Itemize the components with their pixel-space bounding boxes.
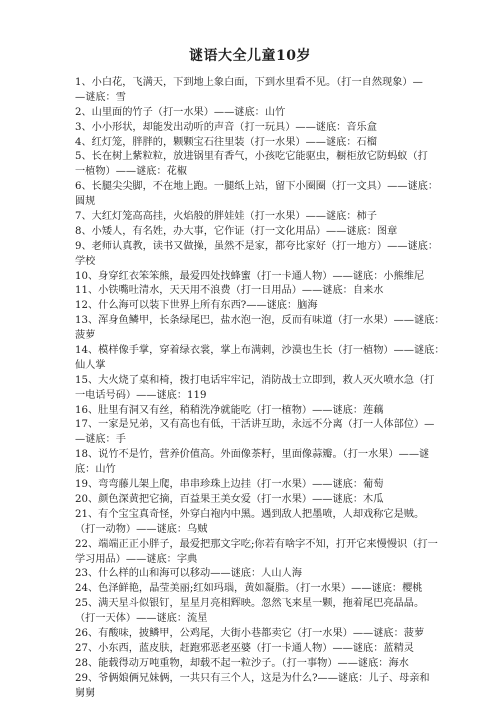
riddle-item <box>75 270 455 285</box>
riddle-item <box>75 225 455 240</box>
riddle-item <box>75 478 455 493</box>
riddle-text-line: 学习用品）——谜底：字典 <box>75 553 198 565</box>
riddle-item <box>75 508 455 538</box>
riddle-list <box>75 76 455 701</box>
riddle-item <box>75 627 455 642</box>
riddle-text-line: 17、一家是兄弟，又有高也有低，干活讲互助，永远不分离（打一人体部位）— <box>75 419 435 431</box>
riddle-text-line: 27、小东西，蓝皮肤，赶跑邪恶老巫婆（打一卡通人物）——谜底：蓝精灵 <box>75 642 414 654</box>
riddle-text-line: 4、红灯笼，胖胖的，颗颗宝石往里装（打一水果）——谜底：石榴 <box>75 136 377 148</box>
riddle-text-line: （打一动物）——谜底：乌贼 <box>75 523 208 535</box>
riddle-item <box>75 314 455 344</box>
riddle-item <box>75 404 455 419</box>
riddle-item <box>75 136 455 151</box>
riddle-item <box>75 299 455 314</box>
riddle-text-line: 15、大火烧了桌和椅，拨打电话牢牢记，消防战士立即到，救人灭火喷水急（打 <box>75 374 435 386</box>
riddle-text-line: 9、老师认真教，读书又做操，虽然不是家，都夸比家好（打一地方）——谜底： <box>75 240 439 252</box>
riddle-text-line: 圆规 <box>75 196 96 208</box>
riddle-item <box>75 642 455 657</box>
riddle-text-line: 2、山里面的竹子（打一水果）——谜底：山竹 <box>75 106 286 118</box>
riddle-item <box>75 657 455 672</box>
riddle-text-line: 菠萝 <box>75 330 96 342</box>
riddle-item <box>75 106 455 121</box>
riddle-text-line: 一植物）——谜底：花椒 <box>75 166 188 178</box>
riddle-item <box>75 672 455 702</box>
riddle-text-line: —谜底：手 <box>75 434 126 446</box>
riddle-text-line: 29、爷俩娘俩兄妹俩，一共只有三个人，这是为什么?——谜底：儿子、母亲和 <box>75 672 430 684</box>
riddle-text-line: 20、颜色深黄把它摘，百益果王美女爱（打一水果）——谜底：木瓜 <box>75 493 384 505</box>
riddle-item <box>75 597 455 627</box>
riddle-text-line: 11、小铁嘴吐清水，天天用不浪费（打一日用品）——谜底：自来水 <box>75 285 384 297</box>
riddle-item <box>75 582 455 597</box>
riddle-text-line: 学校 <box>75 255 96 267</box>
riddle-text-line: 10、身穿红衣笨笨熊，最爱四处找蜂蜜（打一卡通人物）——谜底：小熊维尼 <box>75 270 425 282</box>
riddle-text-line: 7、大红灯笼高高挂，火焰般的胖娃娃（打一水果）——谜底：柿子 <box>75 211 377 223</box>
riddle-text-line: —谜底：雪 <box>75 91 126 103</box>
page-title: 谜语大全儿童10岁 <box>189 48 311 64</box>
riddle-item <box>75 448 455 478</box>
riddle-text-line: 一电话号码）——谜底：119 <box>75 389 207 401</box>
riddle-item <box>75 538 455 568</box>
riddle-item <box>75 150 455 180</box>
riddle-text-line: 14、模样像手掌，穿着绿衣裳，掌上布满刺，沙漠也生长（打一植物）——谜底： <box>75 345 445 357</box>
riddle-text-line: 6、长腿尖尖脚，不在地上跑。一腿纸上站，留下小圈圈（打一文具）——谜底： <box>75 181 439 193</box>
riddle-text-line: 19、弯弯藤儿架上爬，串串珍珠上边挂（打一水果）——谜底：葡萄 <box>75 479 384 491</box>
riddle-item <box>75 121 455 136</box>
riddle-item <box>75 418 455 448</box>
riddle-text-line: 28、能载得动万吨重物，却载不起一粒沙子。（打一事物）——谜底：海水 <box>75 657 409 669</box>
riddle-item <box>75 374 455 404</box>
riddle-text-line: 3、小小形状，却能发出动听的声音（打一玩具）——谜底：音乐盒 <box>75 121 377 133</box>
riddle-item <box>75 240 455 270</box>
riddle-text-line: 12、什么海可以装下世界上所有东西?——谜底：脑海 <box>75 300 318 312</box>
riddle-item <box>75 493 455 508</box>
riddle-text-line: 8、小矮人，有名姓，办大事，它作证（打一文化用品）——谜底：图章 <box>75 225 398 237</box>
riddle-text-line: 24、色泽鲜艳，晶莹美丽;红如玛瑙，黄如凝脂。（打一水果）——谜底：樱桃 <box>75 583 423 595</box>
riddle-text-line: 18、说竹不是竹，营养价值高。外面像茶籽，里面像蒜瓣。（打一水果）——谜 <box>75 449 430 461</box>
riddle-item <box>75 76 455 106</box>
riddle-text-line: 21、有个宝宝真奇怪，外穿白袍内中黑。遇到敌人把墨喷，人却戏称它是贼。 <box>75 508 425 520</box>
riddle-item <box>75 180 455 210</box>
riddle-item <box>75 210 455 225</box>
riddle-item <box>75 344 455 374</box>
riddle-text-line: 5、长在树上紫粒粒，放进锅里有香气，小孩吃它能驱虫，橱柜放它防蚂蚁（打 <box>75 151 428 163</box>
riddle-text-line: 13、浑身鱼鳞甲，长条绿尾巴，盐水泡一泡，反而有味道（打一水果）——谜底： <box>75 315 445 327</box>
riddle-text-line: 舅舅 <box>75 687 96 699</box>
riddle-item <box>75 567 455 582</box>
riddle-text-line: 23、什么样的山和海可以移动——谜底：人山人海 <box>75 568 302 580</box>
riddle-text-line: 22、端端正正小胖子，最爱把那文字吃;你若有啥字不知，打开它来慢慢识（打一 <box>75 538 438 550</box>
riddle-text-line: 底：山竹 <box>75 464 116 476</box>
riddle-text-line: 16、肚里有洞又有丝，稍稍洗净就能吃（打一植物）——谜底：莲藕 <box>75 404 384 416</box>
riddle-text-line: 25、满天星斗似银钉，星星月亮相辉映。忽然飞来星一颗，拖着尾巴亮晶晶。 <box>75 598 425 610</box>
riddle-text-line: 仙人掌 <box>75 359 106 371</box>
riddle-text-line: 1、小白花，飞满天，下到地上象白面，下到水里看不见。（打一自然现象）— <box>75 77 423 88</box>
riddle-text-line: 26、有酸味，披鳞甲，公鸡尾，大街小巷都卖它（打一水果）——谜底：菠萝 <box>75 627 425 639</box>
riddle-text-line: （打一天体）——谜底：流星 <box>75 613 208 625</box>
riddle-item <box>75 284 455 299</box>
